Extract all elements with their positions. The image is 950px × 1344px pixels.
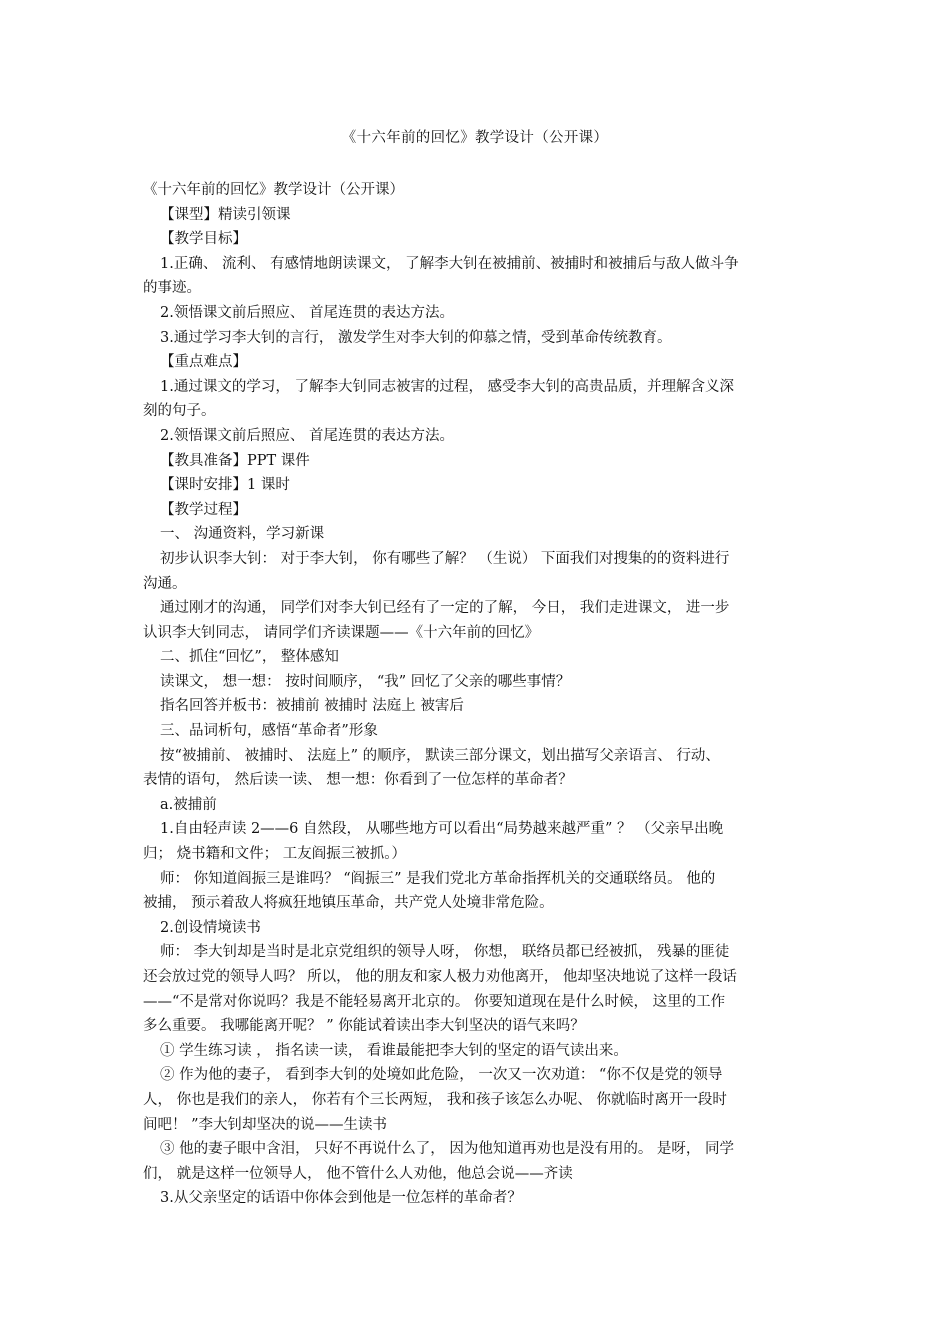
text-line: 3.通过学习李大钊的言行， 激发学生对李大钊的仰慕之情，受到革命传统教育。 bbox=[160, 329, 672, 346]
text-line: 《十六年前的回忆》教学设计（公开课） bbox=[143, 182, 404, 198]
text-line: 【课型】精读引领课 bbox=[160, 206, 291, 223]
text-line: ② 作为他的妻子， 看到李大钊的处境如此危险， 一次又一次劝道： “你不仅是党的领导 bbox=[160, 1067, 723, 1084]
text-line: 读课文， 想一想： 按时间顺序， “我” 回忆了父亲的哪些事情？ bbox=[160, 673, 571, 690]
text-line: 认识李大钊同志， 请同学们齐读课题——《十六年前的回忆》 bbox=[143, 624, 540, 641]
text-line: 们， 就是这样一位领导人， 他不管什么人劝他，他总会说——齐读 bbox=[143, 1165, 573, 1182]
text-line: 2.领悟课文前后照应、 首尾连贯的表达方法。 bbox=[160, 304, 454, 321]
text-line: 【教学目标】 bbox=[160, 231, 247, 248]
text-line: 师： 李大钊却是当时是北京党组织的领导人呀， 你想， 联络员都已经被抓， 残暴的匪徒 bbox=[160, 944, 730, 961]
text-line: 归； 烧书籍和文件； 工友阎振三被抓。） bbox=[143, 846, 406, 863]
text-line: ③ 他的妻子眼中含泪， 只好不再说什么了， 因为他知道再劝也是没有用的。 是呀， 同学 bbox=[160, 1141, 735, 1158]
text-line: 师： 你知道阎振三是谁吗？ “阎振三” 是我们党北方革命指挥机关的交通联络员。 他的 bbox=[160, 870, 716, 887]
text-line: ——“不是常对你说吗？我是不能轻易离开北京的。 你要知道现在是什么时候， 这里的工作 bbox=[143, 993, 726, 1010]
text-line: 通过刚才的沟通， 同学们对李大钊已经有了一定的了解， 今日， 我们走进课文， 进一步 bbox=[160, 600, 730, 617]
text-line: 【教学过程】 bbox=[160, 501, 247, 518]
text-line: a.被捕前 bbox=[160, 796, 217, 813]
text-line: 1.通过课文的学习， 了解李大钊同志被害的过程， 感受李大钊的高贵品质，并理解含义深 bbox=[160, 378, 735, 395]
text-line: 刻的句子。 bbox=[143, 403, 216, 420]
text-line: 沟通。 bbox=[143, 575, 187, 592]
text-line: 二、抓住“回忆”， 整体感知 bbox=[160, 649, 339, 666]
text-line: 初步认识李大钊： 对于李大钊， 你有哪些了解？ （生说） 下面我们对搜集的的资料进行 bbox=[160, 550, 730, 567]
text-line: 间吧！ ”李大钊却坚决的说——生读书 bbox=[143, 1116, 388, 1133]
text-line: 三、品词析句，感悟“革命者”形象 bbox=[160, 723, 378, 740]
text-line: 一、 沟通资料，学习新课 bbox=[160, 526, 325, 543]
text-line: 表情的语句， 然后读一读、 想一想：你看到了一位怎样的革命者？ bbox=[143, 772, 573, 789]
text-line: 【教具准备】PPT 课件 bbox=[160, 452, 310, 469]
text-line: 的事迹。 bbox=[143, 280, 201, 297]
text-line: 3.从父亲坚定的话语中你体会到他是一位怎样的革命者？ bbox=[160, 1190, 522, 1207]
document-title: 《十六年前的回忆》教学设计（公开课） bbox=[341, 130, 609, 146]
text-line: 2.创设情境读书 bbox=[160, 919, 261, 936]
text-line: 多么重要。 我哪能离开呢？ ” 你能试着读出李大钊坚决的语气来吗？ bbox=[143, 1018, 585, 1035]
document-body bbox=[143, 178, 811, 1211]
text-line: 指名回答并板书：被捕前 被捕时 法庭上 被害后 bbox=[160, 698, 464, 715]
text-line: 被捕， 预示着敌人将疯狂地镇压革命，共产党人处境非常危险。 bbox=[143, 895, 554, 912]
text-line: 【重点难点】 bbox=[160, 354, 247, 371]
text-line: ① 学生练习读 ， 指名读一读， 看谁最能把李大钊的坚定的语气读出来。 bbox=[160, 1042, 628, 1059]
text-line: 2.领悟课文前后照应、 首尾连贯的表达方法。 bbox=[160, 427, 454, 444]
text-line: 人， 你也是我们的亲人， 你若有个三长两短， 我和孩子该怎么办呢、 你就临时离开一段时 bbox=[143, 1091, 727, 1108]
text-line: 1.正确、 流利、 有感情地朗读课文， 了解李大钊在被捕前、被捕时和被捕后与敌人做斗争 bbox=[160, 255, 739, 272]
text-line: 1.自由轻声读 2——6 自然段， 从哪些地方可以看出“局势越来越严重” ？ （父亲早出晚 bbox=[160, 821, 724, 838]
text-line: 【课时安排】1 课时 bbox=[160, 477, 290, 494]
text-line: 按“被捕前、 被捕时、 法庭上” 的顺序， 默读三部分课文，划出描写父亲语言、 行动、 bbox=[160, 747, 720, 764]
text-line: 还会放过党的领导人吗？ 所以， 他的朋友和家人极力劝他离开， 他却坚决地说了这样一段话 bbox=[143, 969, 737, 985]
